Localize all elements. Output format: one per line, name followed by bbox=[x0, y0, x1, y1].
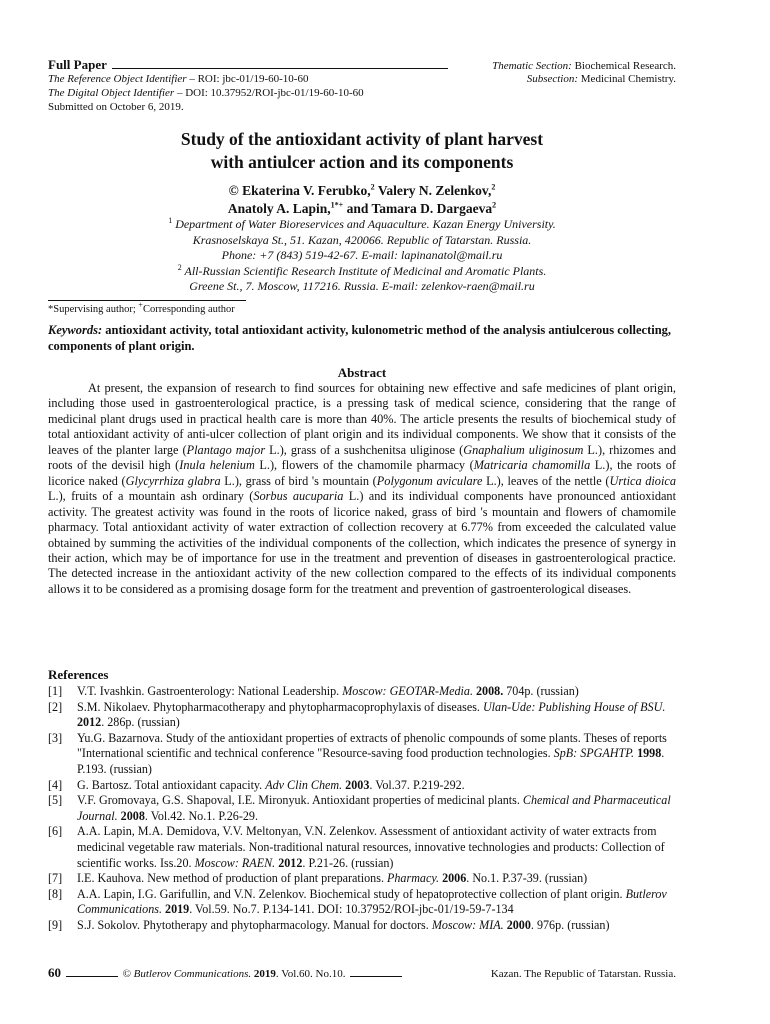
submitted-date: Submitted on October 6, 2019. bbox=[48, 101, 184, 113]
footer-journal: © Butlerov Communications. bbox=[122, 968, 252, 980]
author-dargaeva: Tamara D. Dargaeva bbox=[371, 201, 493, 216]
reference-list bbox=[48, 684, 676, 934]
reference-item: [5] V.F. Gromovaya, G.S. Shapoval, I.E. Mironyuk. Antioxidant properties of medicinal plants. Chemical and Pharmaceutical Journal. 2008. Vol.42. No.1. P.26-29. bbox=[48, 793, 671, 823]
author-lapin: Anatoly A. Lapin, bbox=[227, 201, 331, 216]
reference-item: [4] G. Bartosz. Total antioxidant capacity. Adv Clin Chem. 2003. Vol.37. P.219-292. bbox=[48, 777, 465, 792]
reference-item: [6] A.A. Lapin, M.A. Demidova, V.V. Meltonyan, V.N. Zelenkov. Assessment of antioxidant activity of water extracts from medicinal vegetable raw materials. Non-traditional natural resources, innovative technologies and products: Collection of scientific works. Iss.20. Moscow: RAEN. 2012. P.21-26. (russian) bbox=[48, 824, 665, 870]
author-zelenkov: Valery N. Zelenkov, bbox=[377, 183, 492, 198]
roi-line: The Reference Object Identifier – ROI: jbc-01/19-60-10-60 bbox=[48, 73, 309, 85]
abstract-text: At present, the expansion of research to find sources for obtaining new effective and safe medicines of plant origin, including those used in gastroenterological practice, is a pressing task of medical science, considering that the range of medicinal plant drugs used in practical health care is more than 40%. The article presents the results of biochemical study of total antioxidant activity of anti-ulcer collection of plant origin and its individual components. We show that it consists of the leaves of the planter large (Plantago major L.), grass of a sushchenitsa uliginose (Gnaphalium uliginosum L.), rhizomes and roots of the devisil high (Inula helenium L.), flowers of the chamomile pharmacy (Matricaria chamomilla L.), the roots of licorice naked (Glycyrrhiza glabra L.), grass of bird 's mountain (Polygonum aviculare L.), leaves of the nettle (Urtica dioica L.), fruits of a mountain ash ordinary (Sorbus aucuparia L.) and its individual components have pronounced antioxidant activity. The greatest activity was found in the roots of licorice naked, grass of bird 's mountain and flowers of chamomile pharmacy. Total antioxidant activity of water extraction of collection recovery at 6.77% from exceeded the calculated value obtained by summing the activities of the individual components of the collection, which indicates the presence of synergy in their action, which may be of importance for use in the treatment and prevention of diseases in gastroenterological practice. The detected increase in the antioxidant activity of the new collection compared to the effects of its individual components allows it to be considered as a promising dosage form for the treatment and prevention of gastroenterological diseases. bbox=[48, 381, 677, 596]
page-footer: 60 © Butlerov Communications. 2019. Vol.60. No.10. Kazan. The Republic of Tatarstan. Russia. bbox=[48, 965, 676, 980]
paper-title: Study of the antioxidant activity of plant harvest with antiulcer action and its components bbox=[180, 129, 544, 172]
full-paper-label: Full Paper bbox=[48, 57, 107, 72]
reference-item: [7] I.E. Kauhova. New method of production of plant preparations. Pharmacy. 2006. No.1. P.37-39. (russian) bbox=[48, 871, 588, 886]
footer-rule-left bbox=[66, 975, 118, 977]
doi-line: The Digital Object Identifier – DOI: 10.37952/ROI-jbc-01/19-60-10-60 bbox=[48, 87, 364, 99]
footnote-rule bbox=[48, 300, 246, 301]
author-line-1: © Ekaterina V. Ferubko,$^2$ Valery N. Zelenkov,$^2$ bbox=[228, 182, 496, 198]
reference-item: [1] V.T. Ivashkin. Gastroenterology: National Leadership. Moscow: GEOTAR-Media. 2008. 704p. (russian) bbox=[48, 684, 579, 698]
author-footnote: *Supervising author; +Corresponding author bbox=[48, 300, 235, 315]
reference-item: [2] S.M. Nikolaev. Phytopharmacotherapy and phytopharmacoprophylaxis of diseases. Ulan-Ude: Publishing House of BSU. 2012. 286p. (russian) bbox=[48, 699, 666, 730]
reference-item: [3] Yu.G. Bazarnova. Study of the antioxidant properties of extracts of phenolic compounds of some plants. Theses of reports "International scientific and technical conference "Resource-saving food production technologies. SpB: SPGAHTP. 1998. P.193. (russian) bbox=[48, 730, 667, 776]
thematic-section: Thematic Section: Biochemical Research. bbox=[492, 60, 676, 72]
affiliations: $^1$ Department of Water Bioreservices and Aquaculture. Kazan Energy University. Krasnoselskaya St., 51. Kazan, 420066. Republic of Tatarstan. Russia. Phone: +7 (843) 519-42-67. E-mail: lapinanatol@mail.ru $^2$ All-Russian Scientific Research Institute of Medicinal and Aromatic Plants. Greene St., 7. Moscow, 117216. Russia. E-mail: zelenkov-raen@mail.ru bbox=[48, 217, 676, 295]
subsection: Subsection: Medicinal Chemistry. bbox=[526, 73, 676, 85]
author-ferubko: Ekaterina V. Ferubko, bbox=[242, 183, 371, 198]
reference-item: [8] A.A. Lapin, I.G. Garifullin, and V.N. Zelenkov. Biochemical study of hepatoprotective collection of plant origin. Butlerov Communications. 2019. Vol.59. No.7. P.134-141. DOI: 10.37952/ROI-jbc-01/19-59-7-134 bbox=[48, 886, 667, 917]
author-line-2: Anatoly A. Lapin,$^{1*+}$ and Tamara D. Dargaeva$^2$ bbox=[227, 200, 497, 216]
keywords: Keywords: antioxidant activity, total antioxidant activity, kulonometric method of the analysis antiulcerous collecting, components of plant origin. bbox=[48, 323, 672, 353]
header-rule bbox=[112, 67, 448, 69]
reference-item: [9] S.J. Sokolov. Phytotherapy and phytopharmacology. Manual for doctors. Moscow: MIA. 2000. 976p. (russian) bbox=[48, 917, 610, 932]
author-list bbox=[48, 182, 676, 218]
abstract-heading: Abstract bbox=[337, 365, 387, 380]
affiliation-2: $^2$ All-Russian Scientific Research Institute of Medicinal and Aromatic Plants. bbox=[177, 262, 547, 278]
page-number: 60 bbox=[48, 965, 61, 980]
footer-rule-right bbox=[350, 975, 402, 977]
affiliation-1: $^1$ Department of Water Bioreservices and Aquaculture. Kazan Energy University. bbox=[168, 216, 556, 231]
references-heading: References bbox=[48, 667, 109, 682]
footer-location: Kazan. The Republic of Tatarstan. Russia. bbox=[490, 968, 676, 980]
